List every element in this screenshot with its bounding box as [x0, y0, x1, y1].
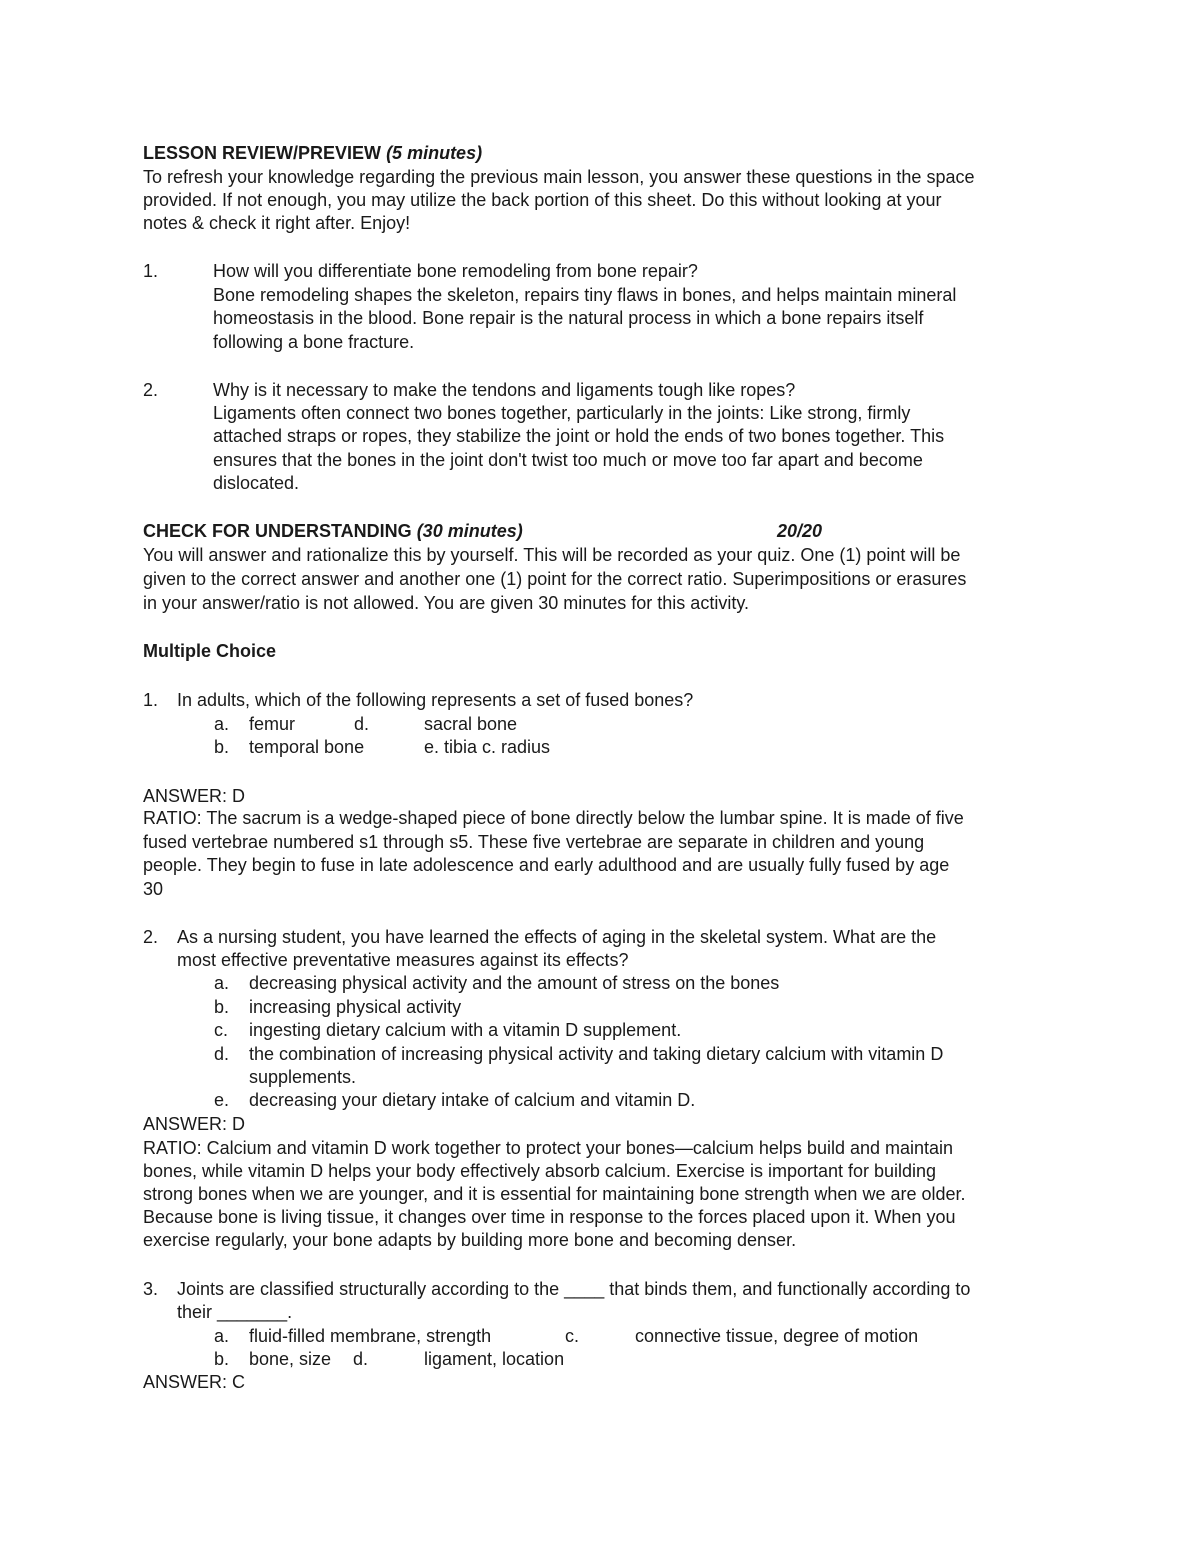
mc2-number: 2.	[143, 927, 159, 947]
check-intro-line: You will answer and rationalize this by yourself. This will be recorded as your quiz. One (1) point will be	[143, 545, 961, 565]
review-q2-number: 2.	[143, 380, 159, 400]
mc2-question-line: As a nursing student, you have learned the effects of aging in the skeletal system. What are the	[177, 927, 937, 947]
mc2-opt-text: ingesting dietary calcium with a vitamin D supplement.	[249, 1020, 682, 1040]
mc2-ratio-line: RATIO: Calcium and vitamin D work together to protect your bones—calcium helps build and maintain	[143, 1138, 954, 1158]
mc1-opt-d-letter: d.	[354, 714, 370, 734]
mc2-opt-text: increasing physical activity	[249, 997, 462, 1017]
mc2-ratio-line: bones, while vitamin D helps your body effectively absorb calcium. Exercise is important for building	[143, 1161, 937, 1181]
mc2-ratio-line: Because bone is living tissue, it changes over time in response to the forces placed upon it. When you	[143, 1207, 956, 1227]
mc2-opt-letter: b.	[214, 997, 230, 1017]
score: 20/20	[777, 521, 823, 541]
mc3-opt-d-letter: d.	[353, 1349, 369, 1369]
review-q2-question: Why is it necessary to make the tendons and ligaments tough like ropes?	[213, 380, 796, 400]
section-title: Multiple Choice	[143, 641, 277, 661]
review-q2-answer-line: Ligaments often connect two bones together, particularly in the joints: Like strong, firmly	[213, 403, 911, 423]
mc2-ratio-line: exercise regularly, your bone adapts by building more bone and becoming denser.	[143, 1230, 797, 1250]
review-q1-number: 1.	[143, 261, 159, 281]
review-heading: LESSON REVIEW/PREVIEW	[143, 143, 382, 163]
mc2-opt-letter: e.	[214, 1090, 230, 1110]
mc1-number: 1.	[143, 690, 159, 710]
mc2-answer: ANSWER: D	[143, 1114, 246, 1134]
mc1-ratio-line: fused vertebrae numbered s1 through s5. These five vertebrae are separate in children and young	[143, 832, 925, 852]
review-intro-line: provided. If not enough, you may utilize the back portion of this sheet. Do this without looking at your	[143, 190, 942, 210]
mc1-opt-d: sacral bone	[424, 714, 518, 734]
mc1-opt-b: temporal bone	[249, 737, 365, 757]
mc3-answer: ANSWER: C	[143, 1372, 246, 1392]
check-heading: CHECK FOR UNDERSTANDING	[143, 521, 412, 541]
mc1-opt-a-letter: a.	[214, 714, 230, 734]
review-intro-line: To refresh your knowledge regarding the previous main lesson, you answer these questions in the space	[143, 167, 975, 187]
mc1-question: In adults, which of the following represents a set of fused bones?	[177, 690, 694, 710]
mc1-opt-e: e. tibia c. radius	[424, 737, 551, 757]
mc1-answer: ANSWER: D	[143, 786, 246, 806]
mc2-opt-letter: d.	[214, 1044, 230, 1064]
review-q2-answer-line: attached straps or ropes, they stabilize the joint or hold the ends of two bones together. This	[213, 426, 945, 446]
mc2-opt-text: decreasing your dietary intake of calcium and vitamin D.	[249, 1090, 696, 1110]
mc3-question-line: Joints are classified structurally according to the ____ that binds them, and functionally according to	[177, 1279, 971, 1299]
mc2-opt-text-cont: supplements.	[249, 1067, 357, 1087]
review-q2-answer-line: ensures that the bones in the joint don't twist too much or move too far apart and become	[213, 450, 923, 470]
review-q1-answer-line: Bone remodeling shapes the skeleton, repairs tiny flaws in bones, and helps maintain mineral	[213, 285, 957, 305]
mc3-opt-c-letter: c.	[565, 1326, 580, 1346]
mc3-question-line: their _______.	[177, 1302, 293, 1322]
mc2-opt-text: the combination of increasing physical activity and taking dietary calcium with vitamin D	[249, 1044, 944, 1064]
mc3-opt-d: ligament, location	[424, 1349, 565, 1369]
mc1-opt-b-letter: b.	[214, 737, 230, 757]
review-duration: (5 minutes)	[386, 143, 483, 163]
review-q2-answer-line: dislocated.	[213, 473, 300, 493]
mc3-opt-b: bone, size	[249, 1349, 332, 1369]
mc3-number: 3.	[143, 1279, 159, 1299]
review-heading-line	[143, 142, 482, 165]
mc3-opt-a-letter: a.	[214, 1326, 230, 1346]
review-q1-question: How will you differentiate bone remodeling from bone repair?	[213, 261, 698, 281]
mc3-opt-c: connective tissue, degree of motion	[635, 1326, 919, 1346]
mc2-opt-letter: c.	[214, 1020, 229, 1040]
mc3-opt-a: fluid-filled membrane, strength	[249, 1326, 492, 1346]
mc1-opt-a: femur	[249, 714, 296, 734]
mc2-question-line: most effective preventative measures against its effects?	[177, 950, 629, 970]
mc2-ratio-line: strong bones when we are younger, and it is essential for maintaining bone strength when we are older.	[143, 1184, 966, 1204]
check-heading-line	[143, 520, 523, 543]
review-q1-answer-line: homeostasis in the blood. Bone repair is the natural process in which a bone repairs itself	[213, 308, 924, 328]
mc1-ratio-line: RATIO: The sacrum is a wedge-shaped piece of bone directly below the lumbar spine. It is made of five	[143, 808, 964, 828]
mc2-opt-letter: a.	[214, 973, 230, 993]
mc1-ratio-line: 30	[143, 879, 164, 899]
mc3-opt-b-letter: b.	[214, 1349, 230, 1369]
check-intro-line: given to the correct answer and another one (1) point for the correct ratio. Superimpositions or erasures	[143, 569, 967, 589]
check-intro-line: in your answer/ratio is not allowed. You are given 30 minutes for this activity.	[143, 593, 749, 613]
check-duration: (30 minutes)	[416, 521, 523, 541]
mc2-opt-text: decreasing physical activity and the amount of stress on the bones	[249, 973, 780, 993]
mc1-ratio-line: people. They begin to fuse in late adolescence and early adulthood and are usually fully fused by age	[143, 855, 950, 875]
review-q1-answer-line: following a bone fracture.	[213, 332, 415, 352]
review-intro-line: notes & check it right after. Enjoy!	[143, 213, 411, 233]
